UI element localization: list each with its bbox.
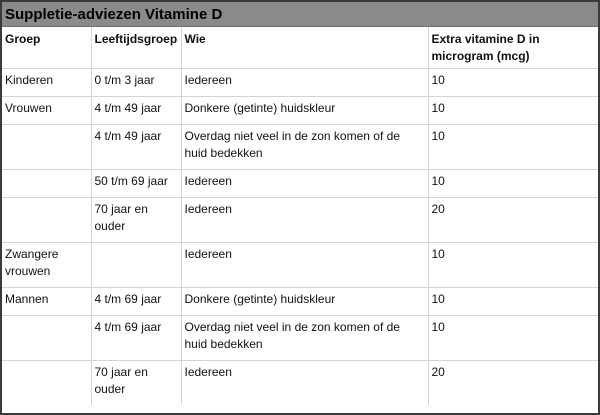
header-extra-vitamine-d: Extra vitamine D in microgram (mcg) — [428, 27, 598, 68]
cell-leeftijd: 4 t/m 69 jaar — [91, 315, 181, 360]
header-wie: Wie — [181, 27, 428, 68]
cell-extra: 20 — [428, 197, 598, 242]
cell-wie: Iedereen — [181, 360, 428, 405]
cell-leeftijd: 70 jaar en ouder — [91, 360, 181, 405]
table-row — [2, 287, 598, 315]
cell-groep — [2, 360, 91, 405]
cell-leeftijd: 4 t/m 49 jaar — [91, 96, 181, 124]
cell-groep — [2, 315, 91, 360]
cell-leeftijd — [91, 242, 181, 287]
cell-groep: Mannen — [2, 287, 91, 315]
table-row — [2, 242, 598, 287]
table-row — [2, 68, 598, 96]
cell-leeftijd: 0 t/m 3 jaar — [91, 68, 181, 96]
cell-wie: Donkere (getinte) huidskleur — [181, 96, 428, 124]
cell-extra: 10 — [428, 68, 598, 96]
cell-wie: Iedereen — [181, 242, 428, 287]
cell-extra: 10 — [428, 315, 598, 360]
cell-wie: Iedereen — [181, 68, 428, 96]
cell-wie: Overdag niet veel in de zon komen of de huid bedekken — [181, 124, 428, 169]
cell-groep: Kinderen — [2, 68, 91, 96]
header-row — [2, 27, 598, 68]
table-row — [2, 360, 598, 405]
cell-leeftijd: 4 t/m 49 jaar — [91, 124, 181, 169]
cell-wie: Iedereen — [181, 169, 428, 197]
cell-extra: 10 — [428, 96, 598, 124]
cell-leeftijd: 70 jaar en ouder — [91, 197, 181, 242]
header-groep: Groep — [2, 27, 91, 68]
cell-groep: Vrouwen — [2, 96, 91, 124]
table-row — [2, 197, 598, 242]
cell-leeftijd: 4 t/m 69 jaar — [91, 287, 181, 315]
cell-wie: Overdag niet veel in de zon komen of de huid bedekken — [181, 315, 428, 360]
cell-groep — [2, 197, 91, 242]
cell-extra: 20 — [431, 364, 445, 379]
cell-groep: Zwangere vrouwen — [2, 242, 91, 287]
table-row — [2, 169, 598, 197]
document-title: Suppletie-adviezen Vitamine D — [2, 2, 598, 27]
cell-groep — [2, 124, 91, 169]
table-row — [2, 96, 598, 124]
cell-leeftijd: 50 t/m 69 jaar — [91, 169, 181, 197]
cell-extra: 10 — [428, 124, 598, 169]
table-row — [2, 315, 598, 360]
table-row — [2, 124, 598, 169]
cell-wie: Donkere (getinte) huidskleur — [181, 287, 428, 315]
cell-wie: Iedereen — [181, 197, 428, 242]
cell-groep — [2, 169, 91, 197]
cell-extra: 10 — [428, 242, 598, 287]
supplement-table — [2, 27, 598, 405]
header-leeftijdsgroep: Leeftijdsgroep — [91, 27, 181, 68]
cell-extra: 10 — [428, 287, 598, 315]
cell-extra: 10 — [428, 169, 598, 197]
